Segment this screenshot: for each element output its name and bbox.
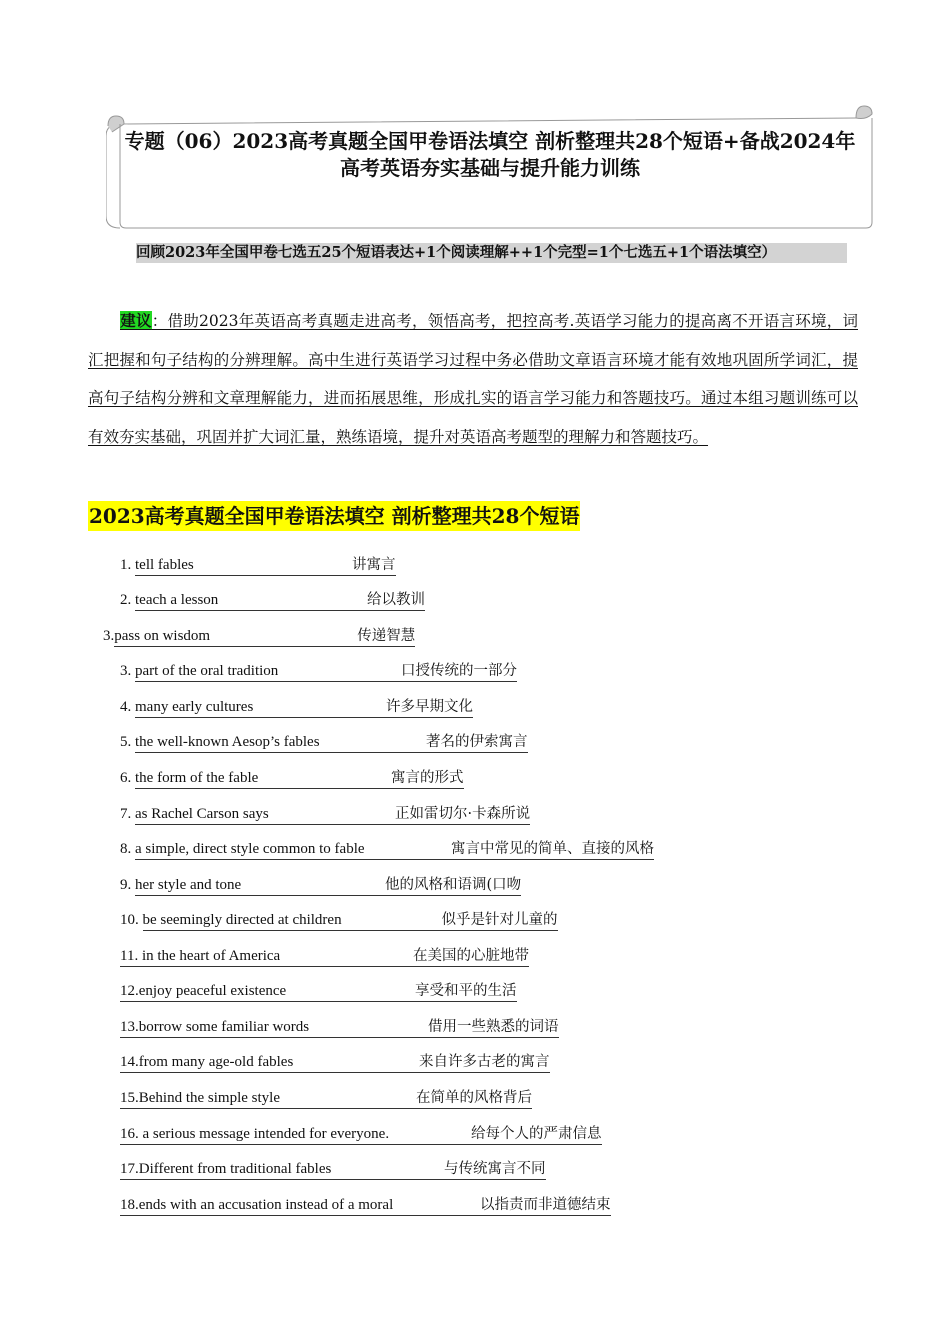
phrase-number: 8.: [120, 841, 135, 857]
phrase-underline: [135, 662, 517, 682]
phrase-english: the well-known Aesop’s fables: [135, 734, 320, 750]
phrase-chinese: 他的风格和语调(口吻: [385, 877, 522, 893]
review-note: 回顾2023年全国甲卷七选五25个短语表达+1个阅读理解++1个完型=1个七选五+1个语法填空）: [136, 243, 847, 263]
advice-text: ：借助2023年英语高考真题走进高考，领悟高考，把控高考.英语学习能力的提高离不开语言环境，词汇把握和句子结构的分辨理解。高中生进行英语学习过程中务必借助文章语言环境才能有效地巩固所学词汇，提高句子结构分辨和文章理解能力，进而拓展思维，形成扎实的语言学习能力和答题技巧。通过本组习题训练可以有效夯实基础，巩固并扩大词汇量，熟练语境，提升对英语高考题型的理解力和答题技巧。: [88, 312, 858, 446]
phrase-number: 9.: [120, 877, 135, 893]
phrase-english: 12.enjoy peaceful existence: [120, 983, 287, 999]
phrase-underline: [135, 698, 473, 718]
phrase-item: [120, 1159, 546, 1180]
phrase-item: [120, 768, 464, 789]
phrase-chinese: 传递智慧: [357, 628, 416, 644]
phrase-chinese: 在简单的风格背后: [416, 1090, 532, 1106]
phrase-english: many early cultures: [135, 699, 254, 715]
phrase-item: [120, 661, 517, 682]
phrase-chinese: 与传统寓言不同: [444, 1161, 546, 1177]
phrase-item: [120, 1195, 611, 1216]
phrase-english: her style and tone: [135, 877, 242, 893]
phrase-number: 10.: [120, 912, 143, 928]
phrase-item: [120, 804, 530, 825]
phrase-underline: [135, 876, 521, 896]
phrase-underline: [143, 911, 558, 931]
phrase-chinese: 著名的伊索寓言: [426, 734, 528, 750]
phrase-underline: [135, 591, 425, 611]
phrase-chinese: 许多早期文化: [386, 699, 473, 715]
phrase-item: [120, 555, 396, 576]
phrase-item: [120, 697, 473, 718]
phrase-underline: [120, 1160, 546, 1180]
phrase-item: [120, 981, 517, 1002]
advice-paragraph: [88, 302, 858, 456]
phrase-english: tell fables: [135, 557, 194, 573]
phrase-number: 1.: [120, 557, 135, 573]
phrase-chinese: 给以教训: [367, 592, 425, 608]
phrase-underline: [135, 840, 654, 860]
phrase-item: [120, 946, 529, 967]
phrase-english: be seemingly directed at children: [142, 912, 342, 928]
phrase-underline: [120, 1125, 602, 1145]
phrase-number: 5.: [120, 734, 135, 750]
phrase-underline: [120, 947, 529, 967]
phrase-item: [120, 1088, 532, 1109]
phrase-underline: [135, 556, 396, 576]
phrase-underline: [120, 1196, 611, 1216]
section-heading: 2023高考真题全国甲卷语法填空 剖析整理共28个短语: [88, 501, 580, 531]
phrase-english: 18.ends with an accusation instead of a moral: [120, 1197, 394, 1213]
phrase-chinese: 来自许多古老的寓言: [419, 1054, 550, 1070]
phrase-item: [120, 875, 521, 896]
phrase-english: 14.from many age-old fables: [120, 1054, 294, 1070]
phrase-item: [120, 910, 558, 931]
phrase-english: part of the oral tradition: [135, 663, 279, 679]
phrase-chinese: 在美国的心脏地带: [413, 948, 529, 964]
phrase-english: the form of the fable: [135, 770, 259, 786]
phrase-english: 11. in the heart of America: [120, 948, 281, 964]
phrase-english: as Rachel Carson says: [135, 806, 269, 822]
phrase-number: 6.: [120, 770, 135, 786]
phrase-chinese: 口授传统的一部分: [401, 663, 517, 679]
phrase-number: 4.: [120, 699, 135, 715]
phrase-chinese: 正如雷切尔·卡森所说: [395, 806, 531, 822]
phrase-item: [120, 732, 528, 753]
phrase-number: 7.: [120, 806, 135, 822]
phrase-underline: [135, 733, 528, 753]
phrase-english: 17.Different from traditional fables: [120, 1161, 332, 1177]
phrase-chinese: 似乎是针对儿童的: [441, 912, 558, 928]
phrase-number: 2.: [120, 592, 135, 608]
phrase-item: [120, 590, 425, 611]
phrase-item: [120, 1052, 550, 1073]
phrase-underline: [135, 769, 464, 789]
phrase-underline: [120, 1089, 532, 1109]
phrase-english: pass on wisdom: [114, 628, 211, 644]
phrase-chinese: 寓言的形式: [391, 770, 464, 786]
page-title: 专题（06）2023高考真题全国甲卷语法填空 剖析整理共28个短语+备战2024年高考英语夯实基础与提升能力训练: [124, 129, 856, 180]
phrase-chinese: 寓言中常见的简单、直接的风格: [451, 841, 654, 857]
phrase-english: 13.borrow some familiar words: [120, 1019, 310, 1035]
advice-tag: 建议: [120, 311, 152, 330]
phrase-underline: [135, 805, 530, 825]
phrase-underline: [114, 627, 415, 647]
phrase-item: [120, 1124, 602, 1145]
phrase-chinese: 享受和平的生活: [415, 983, 517, 999]
phrase-chinese: 讲寓言: [352, 557, 396, 573]
phrase-number: 3.: [120, 663, 135, 679]
phrase-item: [120, 1017, 559, 1038]
phrase-number: 3.: [103, 628, 115, 644]
phrase-english: 15.Behind the simple style: [120, 1090, 280, 1106]
phrase-underline: [120, 1018, 559, 1038]
phrase-item: [103, 626, 415, 647]
phrase-chinese: 借用一些熟悉的词语: [428, 1019, 559, 1035]
phrase-underline: [120, 1053, 550, 1073]
phrase-chinese: 给每个人的严肃信息: [471, 1126, 602, 1142]
phrase-underline: [120, 982, 517, 1002]
phrase-english: 16. a serious message intended for everyone.: [120, 1126, 390, 1142]
phrase-english: a simple, direct style common to fable: [135, 841, 365, 857]
phrase-item: [120, 839, 654, 860]
phrase-chinese: 以指责而非道德结束: [480, 1197, 611, 1213]
phrase-english: teach a lesson: [135, 592, 219, 608]
